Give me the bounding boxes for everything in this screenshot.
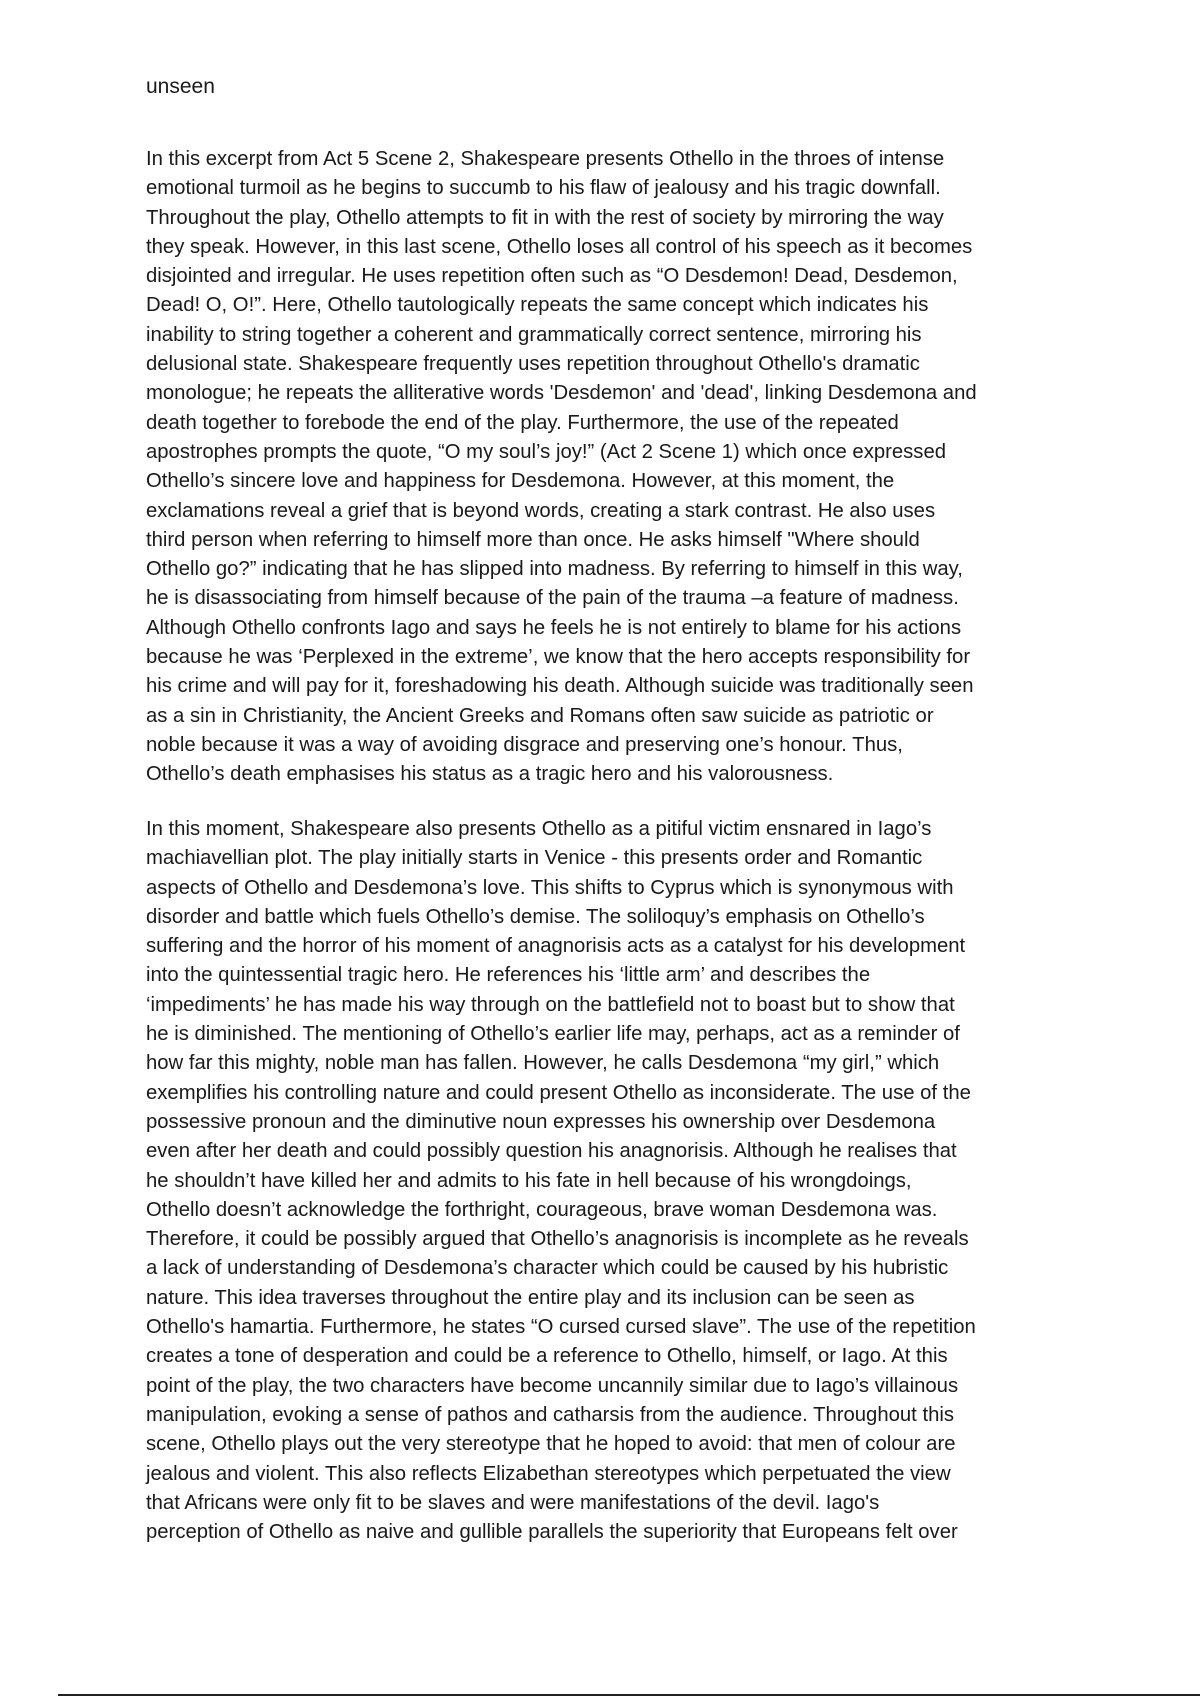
paragraph-line: jealous and violent. This also reflects Elizabethan stereotypes which perpetuated the view [146, 1462, 951, 1485]
paragraph-line: disorder and battle which fuels Othello’s demise. The soliloquy’s emphasis on Othello’s [146, 905, 925, 928]
paragraph-line: Dead! O, O!”. Here, Othello tautologically repeats the same concept which indicates his [146, 294, 929, 317]
paragraph-line: Othello doesn’t acknowledge the forthright, courageous, brave woman Desdemona was. [146, 1198, 938, 1221]
paragraph-line: delusional state. Shakespeare frequently uses repetition throughout Othello's dramatic [146, 353, 920, 376]
paragraph-line: ‘impediments’ he has made his way through on the battlefield not to boast but to show that [146, 993, 955, 1016]
paragraph-line: even after her death and could possibly question his anagnorisis. Although he realises that [146, 1140, 957, 1163]
paragraph-line: as a sin in Christianity, the Ancient Greeks and Romans often saw suicide as patriotic or [146, 704, 934, 727]
paragraph-line: point of the play, the two characters have become uncannily similar due to Iago’s villainous [146, 1374, 959, 1397]
paragraph-line: manipulation, evoking a sense of pathos and catharsis from the audience. Throughout this [146, 1403, 955, 1426]
paragraph-line: a lack of understanding of Desdemona’s character which could be caused by his hubristic [146, 1257, 949, 1280]
paragraph-line: he is diminished. The mentioning of Othello’s earlier life may, perhaps, act as a reminder of [146, 1023, 960, 1046]
paragraph-line: how far this mighty, noble man has fallen. However, he calls Desdemona “my girl,” which [146, 1052, 940, 1075]
paragraph-line: Othello’s death emphasises his status as a tragic hero and his valorousness. [146, 763, 834, 786]
paragraph-line: exclamations reveal a grief that is beyond words, creating a stark contrast. He also uses [146, 499, 936, 522]
paragraph-line: In this moment, Shakespeare also presents Othello as a pitiful victim ensnared in Iago’s [146, 818, 932, 840]
paragraph-line: that Africans were only fit to be slaves and were manifestations of the devil. Iago's [146, 1491, 880, 1514]
paragraph-line: he shouldn’t have killed her and admits to his fate in hell because of his wrongdoings, [146, 1169, 912, 1192]
paragraph-line: exemplifies his controlling nature and could present Othello as inconsiderate. The use of the [146, 1081, 971, 1104]
paragraph-line: disjointed and irregular. He uses repetition often such as “O Desdemon! Dead, Desdemon, [146, 265, 958, 288]
paragraph-line: perception of Othello as naive and gullible parallels the superiority that Europeans felt over [146, 1521, 958, 1544]
paragraph-line: death together to forebode the end of the play. Furthermore, the use of the repeated [146, 411, 899, 434]
paragraph-line: Throughout the play, Othello attempts to fit in with the rest of society by mirroring the way [146, 206, 944, 229]
paragraph-line: emotional turmoil as he begins to succumb to his flaw of jealousy and his tragic downfall. [146, 177, 941, 200]
paragraph-line: he is disassociating from himself because of the pain of the trauma –a feature of madness. [146, 587, 959, 610]
paragraph-line: suffering and the horror of his moment of anagnorisis acts as a catalyst for his development [146, 935, 966, 958]
document-heading: unseen [146, 75, 215, 98]
paragraph-line: into the quintessential tragic hero. He references his ‘little arm’ and describes the [146, 964, 871, 987]
paragraph-line: inability to string together a coherent and grammatically correct sentence, mirroring his [146, 323, 922, 346]
paragraph-line: machiavellian plot. The play initially starts in Venice - this presents order and Romantic [146, 847, 923, 870]
paragraph-line: Othello go?” indicating that he has slipped into madness. By referring to himself in this way, [146, 558, 963, 581]
paragraph-line: because he was ‘Perplexed in the extreme’, we know that the hero accepts responsibility for [146, 646, 971, 669]
paragraph-line: Othello's hamartia. Furthermore, he states “O cursed cursed slave”. The use of the repetition [146, 1316, 976, 1339]
paragraph-line: apostrophes prompts the quote, “O my soul’s joy!” (Act 2 Scene 1) which once expressed [146, 440, 947, 463]
paragraph-line: nature. This idea traverses throughout the entire play and its inclusion can be seen as [146, 1286, 915, 1309]
paragraph-line: possessive pronoun and the diminutive noun expresses his ownership over Desdemona [146, 1110, 936, 1133]
paragraph-line: Othello’s sincere love and happiness for Desdemona. However, at this moment, the [146, 470, 895, 493]
page-bottom-divider [58, 1694, 1200, 1696]
paragraph-line: Therefore, it could be possibly argued that Othello’s anagnorisis is incomplete as he reveals [146, 1228, 969, 1251]
paragraph-line: Although Othello confronts Iago and says he feels he is not entirely to blame for his actions [146, 616, 962, 639]
paragraph-line: his crime and will pay for it, foreshadowing his death. Although suicide was traditionally seen [146, 675, 974, 698]
paragraph-2 [146, 815, 1066, 1547]
paragraph-line: third person when referring to himself more than once. He asks himself "Where should [146, 528, 920, 551]
paragraph-line: In this excerpt from Act 5 Scene 2, Shakespeare presents Othello in the throes of intense [146, 148, 945, 170]
paragraph-line: creates a tone of desperation and could be a reference to Othello, himself, or Iago. At this [146, 1345, 948, 1368]
paragraph-line: scene, Othello plays out the very stereotype that he hoped to avoid: that men of colour are [146, 1433, 956, 1456]
paragraph-line: monologue; he repeats the alliterative words 'Desdemon' and 'dead', linking Desdemona and [146, 382, 977, 405]
paragraph-line: aspects of Othello and Desdemona’s love. This shifts to Cyprus which is synonymous with [146, 876, 954, 899]
paragraph-line: noble because it was a way of avoiding disgrace and preserving one’s honour. Thus, [146, 733, 903, 756]
paragraph-1 [146, 145, 1066, 790]
paragraph-line: they speak. However, in this last scene, Othello loses all control of his speech as it becomes [146, 235, 973, 258]
